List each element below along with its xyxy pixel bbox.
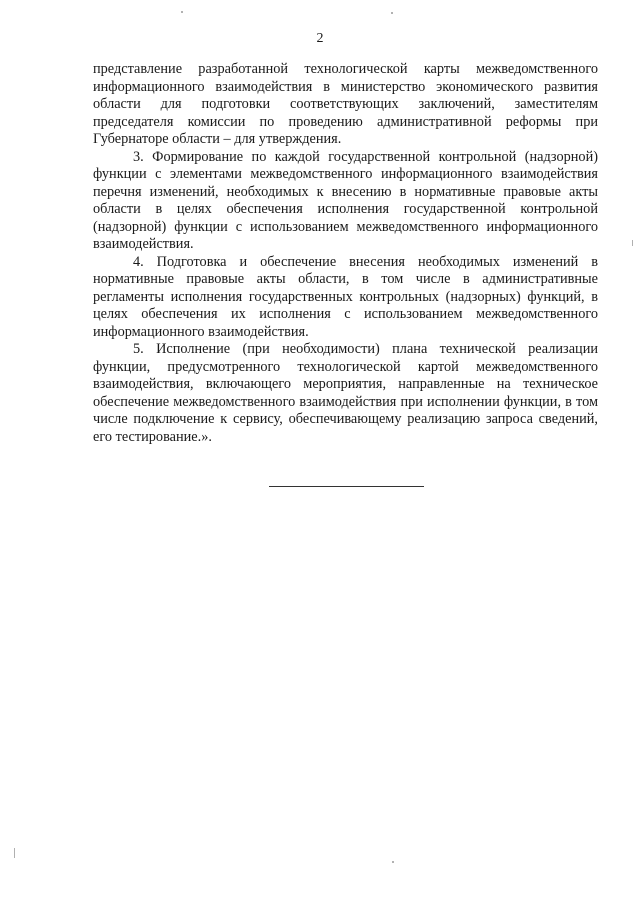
scan-artifact xyxy=(391,12,393,14)
paragraph-item-3: 3. Формирование по каждой государственной контрольной (надзорной) функции с элементами межведомственного информационного взаимодействия перечня изменений, необходимых к внесению в нормативные правовые акты области в целях обеспечения исполнения государственной контрольной (надзорной) функции с использованием межведомственного информационного взаимодействия. xyxy=(93,148,598,252)
scan-artifact xyxy=(632,240,633,246)
page-number: 2 xyxy=(316,31,324,46)
paragraph-item-5: 5. Исполнение (при необходимости) плана технической реализации функции, предусмотренного технологической картой межведомственного взаимодействия, включающего мероприятия, направленные на техническое обеспечение межведомственного взаимодействия при исполнении функции, в том числе подключение к сервису, обеспечивающему реализацию запроса сведений, его тестирование.». xyxy=(93,341,598,445)
document-body xyxy=(93,61,598,446)
scan-artifact xyxy=(392,861,394,863)
scan-artifact xyxy=(181,11,183,13)
closing-rule-divider xyxy=(269,486,424,487)
scan-artifact xyxy=(14,848,15,858)
paragraph-item-4: 4. Подготовка и обеспечение внесения необходимых изменений в нормативные правовые акты области, в том числе в административные регламенты исполнения государственных контрольных (надзорных) функций, в целях обеспечения их исполнения с использованием межведомственного информационного взаимодействия. xyxy=(93,253,598,340)
paragraph-continuation: представление разработанной технологической карты межведомственного информационного взаимодействия в министерство экономического развития области для подготовки соответствующих заключений, заместителям председателя комиссии по проведению административной реформы при Губернаторе области – для утверждения. xyxy=(93,61,598,147)
